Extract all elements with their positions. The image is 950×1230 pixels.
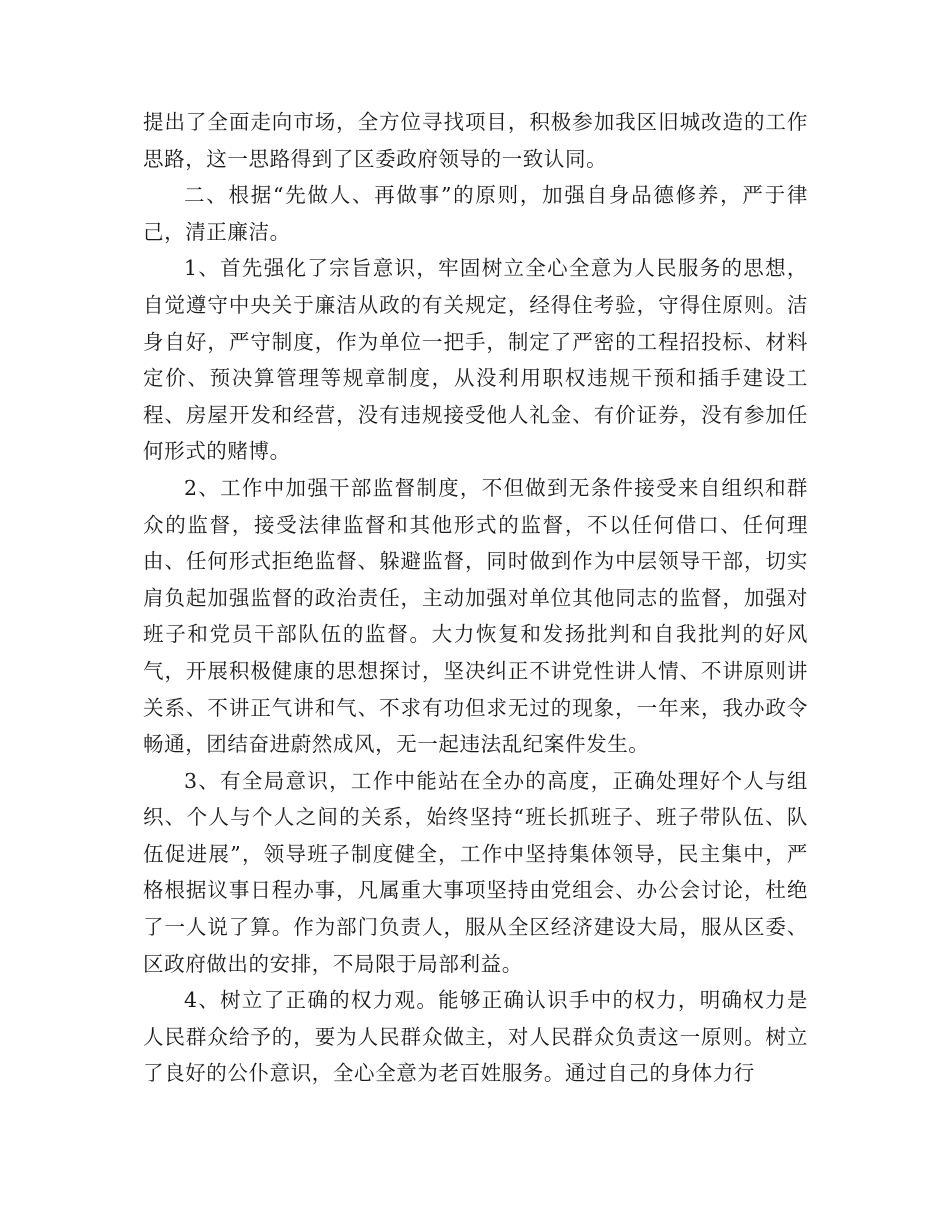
document-body <box>143 104 808 1092</box>
paragraph-item-3: 3、有全局意识，工作中能站在全办的高度，正确处理好个人与组织、个人与个人之间的关系，始终坚持“班长抓班子、班子带队伍、队伍促进展”，领导班子制度健全，工作中坚持集体领导，民主集中，严格根据议事日程办事，凡属重大事项坚持由党组会、办公会讨论，杜绝了一人说了算。作为部门负责人，服从全区经济建设大局，服从区委、区政府做出的安排，不局限于局部利益。 <box>143 768 808 976</box>
paragraph-continuation: 提出了全面走向市场，全方位寻找项目，积极参加我区旧城改造的工作思路，这一思路得到了区委政府领导的一致认同。 <box>143 110 808 171</box>
paragraph-item-1: 1、首先强化了宗旨意识，牢固树立全心全意为人民服务的思想，自觉遵守中央关于廉洁从政的有关规定，经得住考验，守得住原则。洁身自好，严守制度，作为单位一把手，制定了严密的工程招投标、材料定价、预决算管理等规章制度，从没利用职权违规干预和插手建设工程、房屋开发和经营，没有违规接受他人礼金、有价证券，没有参加任何形式的赌博。 <box>143 256 808 464</box>
paragraph-section-two: 二、根据“先做人、再做事”的原则，加强自身品德修养，严于律己，清正廉洁。 <box>143 183 808 244</box>
paragraph-item-4: 4、树立了正确的权力观。能够正确认识手中的权力，明确权力是人民群众给予的，要为人民群众做主，对人民群众负责这一原则。树立了良好的公仆意识，全心全意为老百姓服务。通过自己的身体力行 <box>143 988 808 1086</box>
paragraph-item-2: 2、工作中加强干部监督制度，不但做到无条件接受来自组织和群众的监督，接受法律监督和其他形式的监督，不以任何借口、任何理由、任何形式拒绝监督、躲避监督，同时做到作为中层领导干部，切实肩负起加强监督的政治责任，主动加强对单位其他同志的监督，加强对班子和党员干部队伍的监督。大力恢复和发扬批判和自我批判的好风气，开展积极健康的思想探讨，坚决纠正不讲党性讲人情、不讲原则讲关系、不讲正气讲和气、不求有功但求无过的现象，一年来，我办政令畅通，团结奋进蔚然成风，无一起违法乱纪案件发生。 <box>143 475 808 757</box>
